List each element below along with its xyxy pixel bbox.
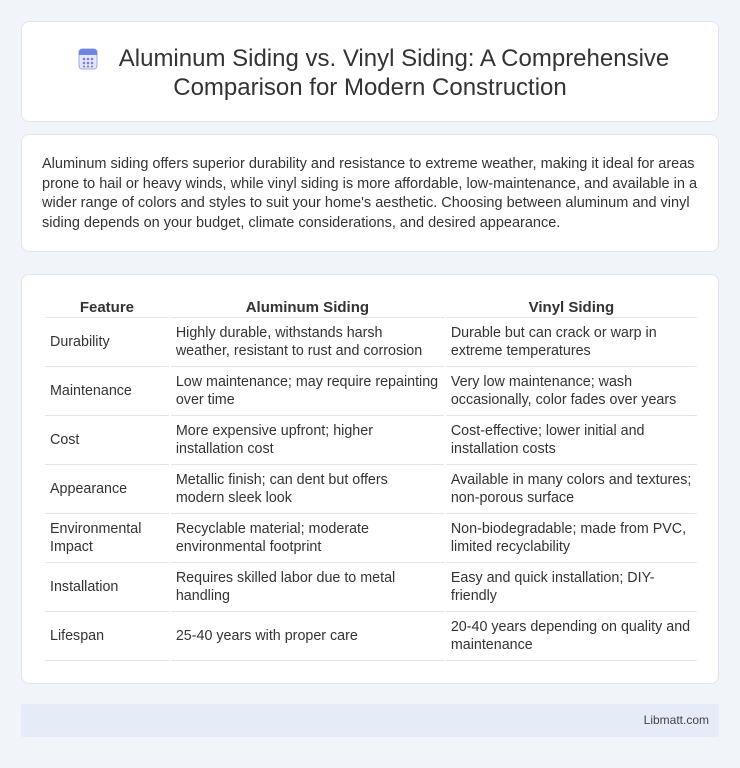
- vinyl-cell: 20-40 years depending on quality and maintenance: [446, 612, 697, 661]
- table-row: [45, 465, 697, 514]
- vinyl-cell: Available in many colors and textures; non-porous surface: [446, 465, 697, 514]
- table-row: [45, 612, 697, 661]
- footer: [21, 704, 719, 737]
- feature-cell: Lifespan: [45, 612, 169, 661]
- page-title-line-2: Comparison for Modern Construction: [173, 74, 567, 101]
- header-feature: Feature: [45, 297, 169, 318]
- vinyl-cell: Durable but can crack or warp in extreme temperatures: [446, 318, 697, 367]
- footer-brand-link[interactable]: Libmatt.com: [643, 713, 709, 727]
- table-row: [45, 367, 697, 416]
- header-aluminum: Aluminum Siding: [171, 297, 444, 318]
- aluminum-cell: 25-40 years with proper care: [171, 612, 444, 661]
- feature-cell: Installation: [45, 563, 169, 612]
- title-card: [21, 21, 719, 122]
- aluminum-cell: More expensive upfront; higher installation cost: [171, 416, 444, 465]
- aluminum-cell: Requires skilled labor due to metal handling: [171, 563, 444, 612]
- vinyl-cell: Very low maintenance; wash occasionally, color fades over years: [446, 367, 697, 416]
- feature-cell: Cost: [45, 416, 169, 465]
- aluminum-cell: Low maintenance; may require repainting over time: [171, 367, 444, 416]
- feature-cell: Maintenance: [45, 367, 169, 416]
- feature-cell: Appearance: [45, 465, 169, 514]
- table-header-row: [45, 297, 697, 318]
- feature-cell: Environmental Impact: [45, 514, 169, 563]
- header-vinyl: Vinyl Siding: [446, 297, 697, 318]
- summary-card: [21, 134, 719, 252]
- aluminum-cell: Highly durable, withstands harsh weather, resistant to rust and corrosion: [171, 318, 444, 367]
- vinyl-cell: Non-biodegradable; made from PVC, limited recyclability: [446, 514, 697, 563]
- comparison-table-card: [21, 274, 719, 684]
- comparison-table: [43, 297, 699, 661]
- aluminum-cell: Recyclable material; moderate environmental footprint: [171, 514, 444, 563]
- aluminum-cell: Metallic finish; can dent but offers modern sleek look: [171, 465, 444, 514]
- table-row: [45, 563, 697, 612]
- feature-cell: Durability: [45, 318, 169, 367]
- table-row: [45, 514, 697, 563]
- table-row: [45, 416, 697, 465]
- summary-text: Aluminum siding offers superior durability and resistance to extreme weather, making it ideal for areas prone to hail or heavy winds, while vinyl siding is more affordable, low-maintenance, and available in a wider range of colors and styles to suit your home's aesthetic. Choosing between aluminum and vinyl siding depends on your budget, climate considerations, and desired appearance.: [42, 156, 698, 231]
- table-row: [45, 318, 697, 367]
- page-title-line-1: Aluminum Siding vs. Vinyl Siding: A Comprehensive: [118, 45, 670, 72]
- vinyl-cell: Easy and quick installation; DIY-friendly: [446, 563, 697, 612]
- page-title: [22, 44, 718, 102]
- vinyl-cell: Cost-effective; lower initial and installation costs: [446, 416, 697, 465]
